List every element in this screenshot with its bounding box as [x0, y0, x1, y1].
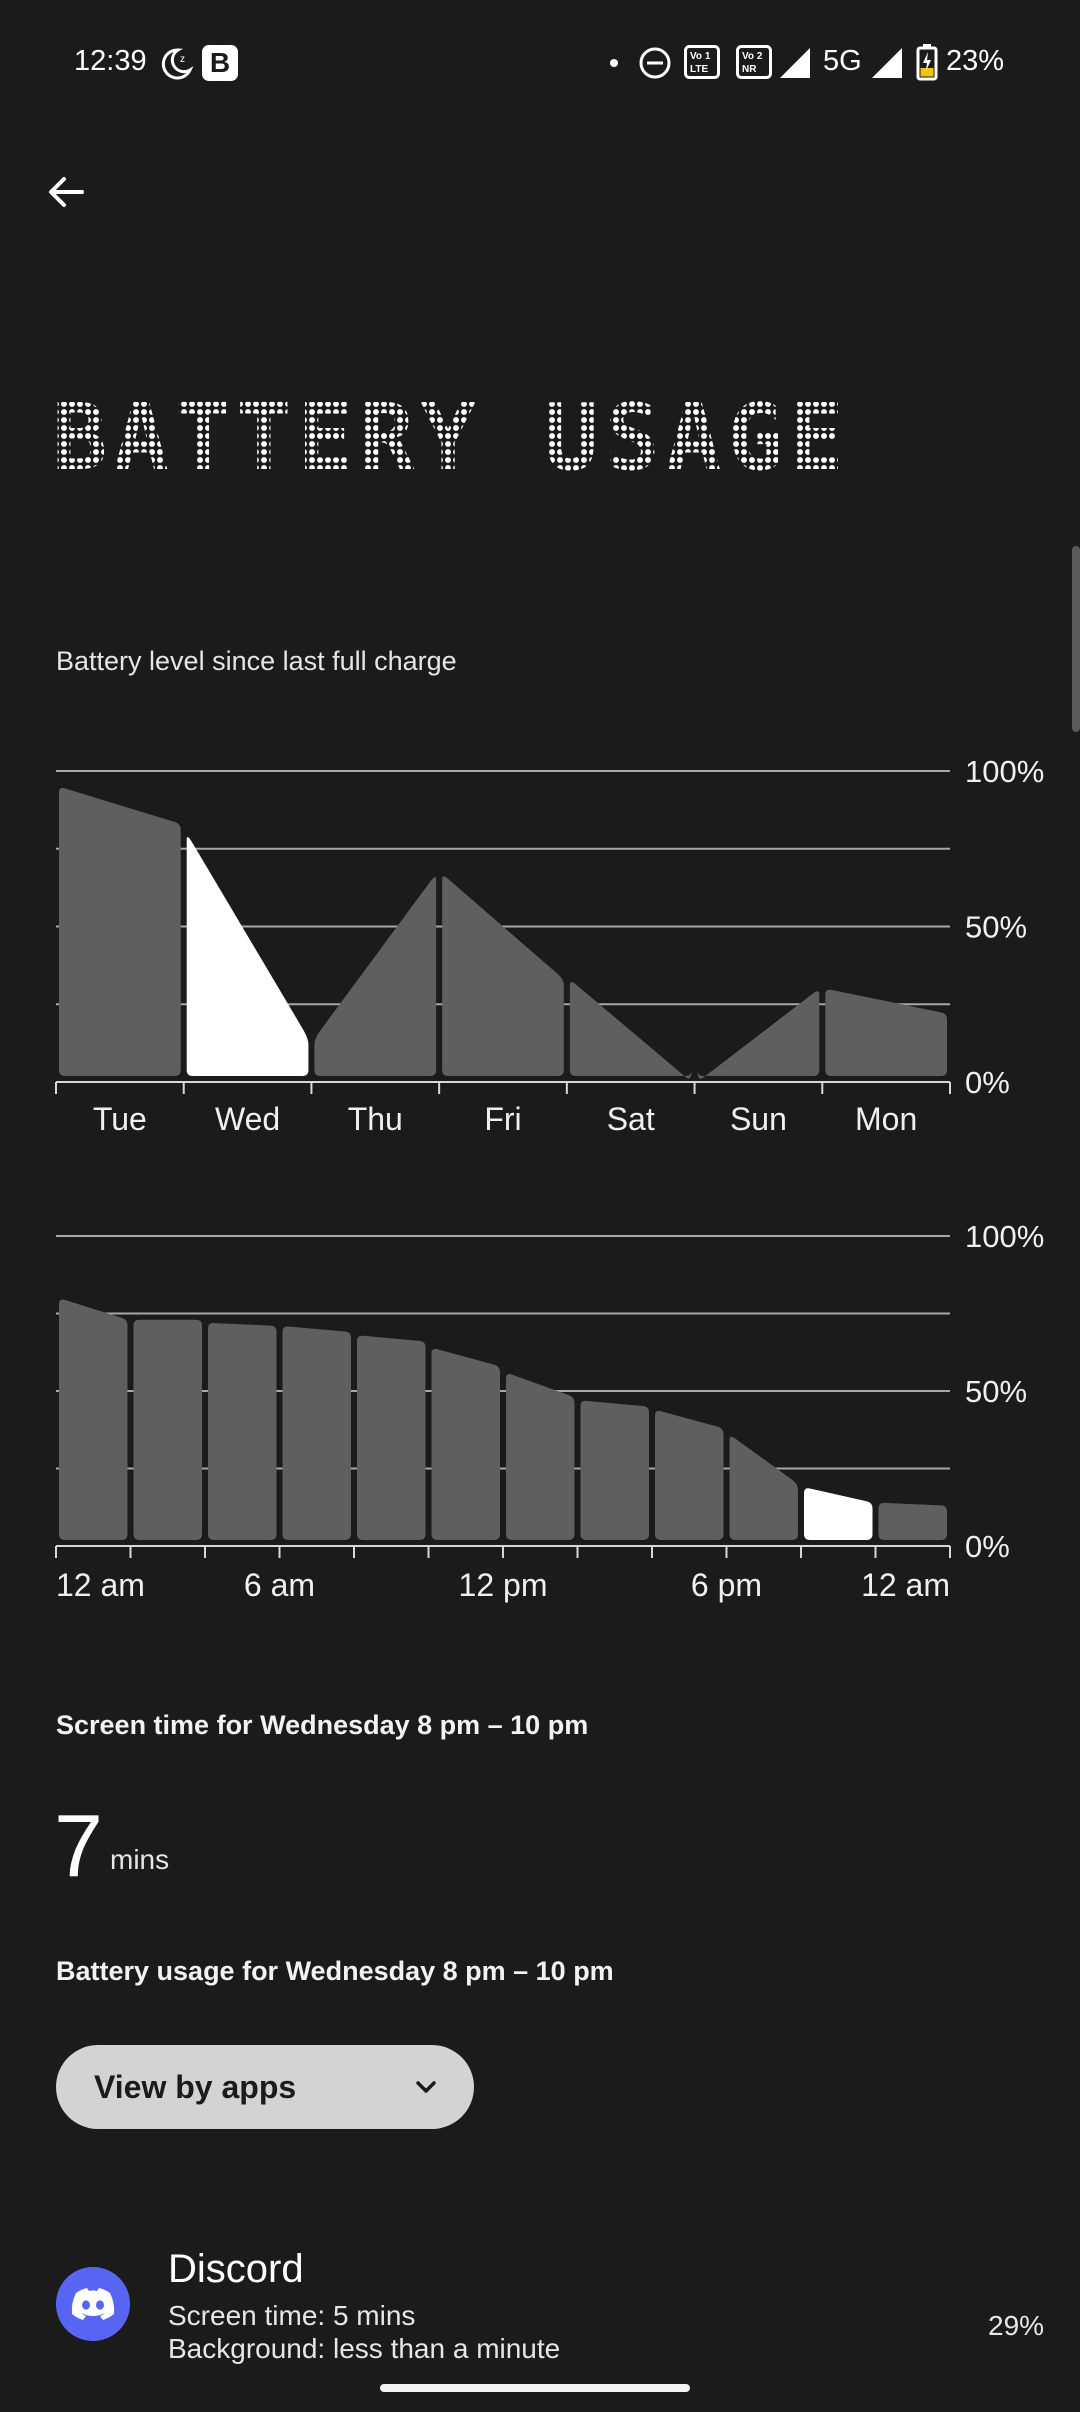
chart2-y-tick-label: 50% [965, 1374, 1028, 1409]
chart1-bar [314, 877, 436, 1076]
discord-icon [56, 2267, 130, 2341]
chart1-x-label: Thu [347, 1101, 403, 1137]
chart2-bar [208, 1323, 277, 1540]
chart1-bar [825, 990, 947, 1076]
chart1-x-label: Tue [92, 1101, 147, 1137]
chart2-y-tick-label: 100% [965, 1219, 1045, 1254]
chart2-x-label: 12 pm [458, 1567, 548, 1603]
chart1-x-label: Sun [729, 1101, 787, 1137]
status-time: 12:39 [74, 45, 147, 77]
app-screen-time: Screen time: 5 mins [168, 2300, 416, 2331]
chart2-y-tick-label: 0% [965, 1529, 1010, 1564]
chart2-bar [879, 1503, 948, 1540]
chart2-bar [730, 1437, 799, 1540]
app-usage-percent: 29% [988, 2310, 1045, 2341]
chart1-y-tick-label: 0% [965, 1065, 1010, 1100]
chart2-bar [432, 1349, 501, 1540]
chart1-bar [59, 788, 181, 1076]
chart1-y-tick-label: 50% [965, 909, 1028, 945]
chart1-bar [570, 982, 692, 1078]
chart2-bar [581, 1401, 650, 1540]
chart-subtitle: Battery level since last full charge [56, 646, 457, 676]
network-type-label: 5G [823, 45, 862, 77]
chart2-bar-selected [804, 1488, 873, 1540]
svg-text:Vo 2: Vo 2 [742, 51, 763, 62]
chart1-x-label: Fri [484, 1101, 522, 1137]
app-background-time: Background: less than a minute [168, 2333, 561, 2364]
chart2-bar [283, 1326, 352, 1540]
chart1-x-label: Sat [606, 1101, 655, 1137]
chart2-bar [59, 1299, 128, 1540]
home-indicator[interactable] [380, 2384, 690, 2392]
chart1-x-label: Wed [214, 1101, 281, 1137]
chart1-x-label: Mon [855, 1101, 918, 1137]
view-by-apps-label: View by apps [94, 2069, 297, 2105]
chart2-x-label: 6 am [243, 1567, 316, 1603]
app-list-item[interactable] [0, 2240, 1080, 2380]
chart1-bar-selected [187, 837, 309, 1076]
page-title: BATTERY USAGE [52, 384, 851, 491]
chart2-bar [506, 1374, 575, 1540]
chart2-x-label: 6 pm [690, 1567, 763, 1603]
battery-usage-label: Battery usage for Wednesday 8 pm – 10 pm [56, 1956, 614, 1986]
chevron-down-icon [412, 2073, 440, 2101]
battery-percent-label: 23% [946, 45, 1005, 77]
screen-time-label: Screen time for Wednesday 8 pm – 10 pm [56, 1710, 589, 1740]
svg-text:Vo 1: Vo 1 [690, 51, 711, 62]
chart2-x-label: 12 am [56, 1567, 145, 1603]
view-by-apps-dropdown[interactable] [56, 2045, 474, 2129]
svg-text:LTE: LTE [690, 64, 709, 75]
screen-time-unit: mins [110, 1844, 170, 1875]
app-name: Discord [168, 2247, 304, 2291]
svg-text:NR: NR [742, 64, 757, 75]
chart2-x-label: 12 am [861, 1567, 950, 1603]
chart2-bar [357, 1336, 426, 1540]
svg-text:z: z [180, 54, 185, 65]
chart1-y-tick-label: 100% [965, 754, 1045, 789]
chart1-bar [442, 876, 564, 1076]
b-app-badge-icon: B [202, 45, 238, 81]
chart2-bar [655, 1411, 724, 1540]
screen-time-value: 7 [54, 1796, 103, 1895]
chart2-bar [134, 1320, 203, 1540]
